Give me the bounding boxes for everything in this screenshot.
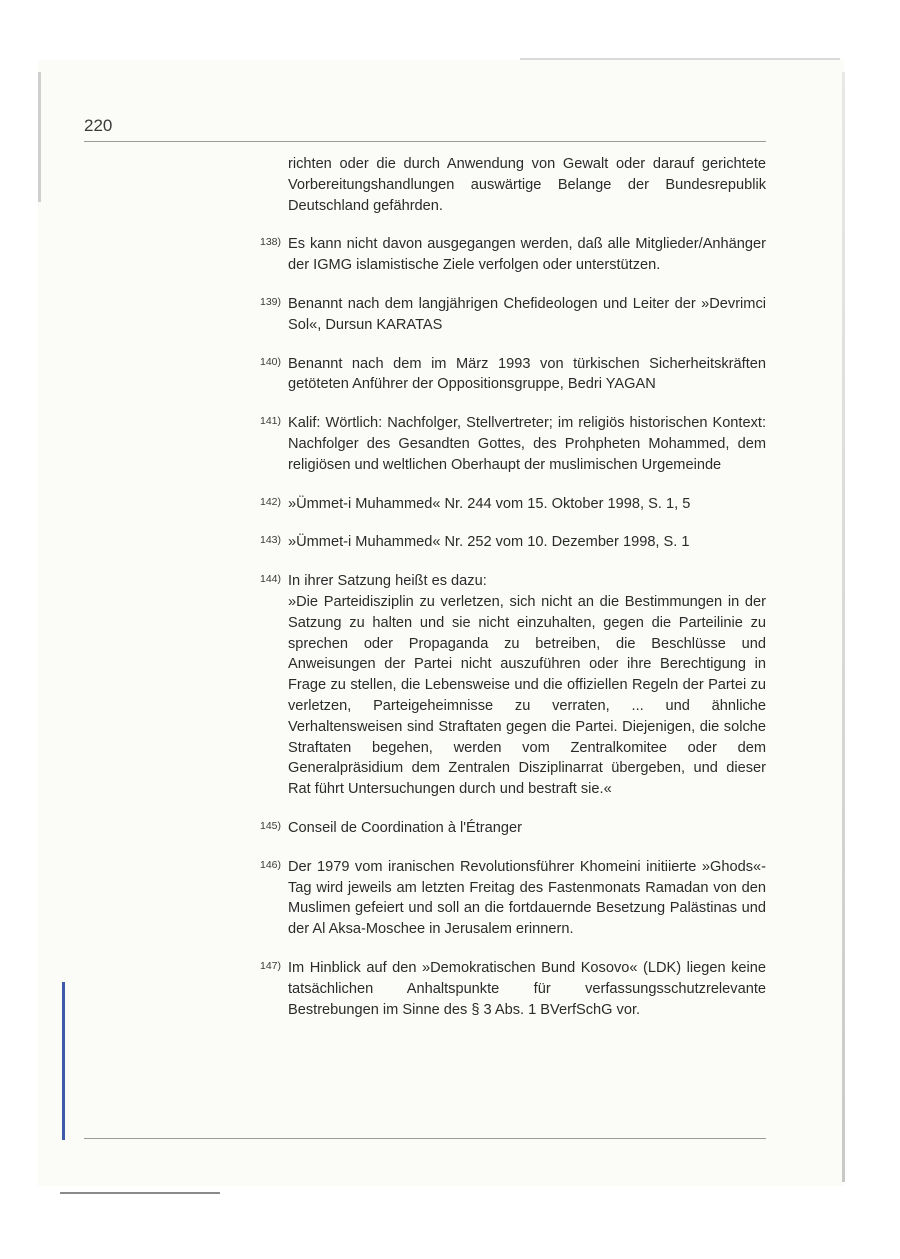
header-rule xyxy=(84,141,766,142)
footnote-143 xyxy=(260,532,766,553)
scan-edge-top xyxy=(520,58,840,60)
footnote-text: Benannt nach dem im März 1993 von türkischen Sicherheitskräften getöteten Anführer der Oppositionsgruppe, Bedri YAGAN xyxy=(288,355,766,393)
footnote-number: 142) xyxy=(260,495,282,508)
footnote-text: Conseil de Coordination à l'Étranger xyxy=(288,819,522,836)
footnote-text: Der 1979 vom iranischen Revolutionsführer Khomeini initiierte »Ghods«-Tag wird jeweils am letzten Freitag des Fastenmonats Ramadan von den Muslimen gefeiert und soll an die fortdauernde Besetzung Palästinas und der Al Aksa-Moschee in Jerusalem erinnern. xyxy=(288,858,766,938)
margin-marker xyxy=(62,982,65,1140)
footnote-139 xyxy=(260,294,766,336)
footnote-number: 144) xyxy=(260,573,282,586)
scan-edge-right xyxy=(842,72,845,1182)
footnote-number: 145) xyxy=(260,819,282,832)
footnote-text: »Ümmet-i Muhammed« Nr. 244 vom 15. Oktober 1998, S. 1, 5 xyxy=(288,495,691,512)
footnote-140 xyxy=(260,354,766,396)
footnote-141 xyxy=(260,413,766,475)
footnote-continuation xyxy=(260,154,766,216)
footnote-number: 147) xyxy=(260,959,282,972)
footnote-number: 143) xyxy=(260,534,282,547)
footnote-138 xyxy=(260,234,766,276)
footnote-number: 140) xyxy=(260,355,282,368)
scan-edge-left xyxy=(38,72,41,202)
footnote-146 xyxy=(260,857,766,940)
footnote-145 xyxy=(260,818,766,839)
footnote-number: 146) xyxy=(260,858,282,871)
footnote-text: Kalif: Wörtlich: Nachfolger, Stellvertreter; im religiös historischen Kontext: Nachfolger des Gesandten Gottes, des Prohpheten Mohammed, dem religiösen und weltlichen Oberhaupt der muslimischen Urgemeinde xyxy=(288,415,766,473)
footnotes-column xyxy=(260,154,766,1038)
footnote-text: Benannt nach dem langjährigen Chefideologen und Leiter der »Devrimci Sol«, Dursun KARATAS xyxy=(288,295,766,333)
footnote-142 xyxy=(260,494,766,515)
footnote-number: 141) xyxy=(260,415,282,428)
footer-rule xyxy=(84,1138,766,1139)
footnote-quote: »Die Parteidisziplin zu verletzen, sich nicht an die Bestimmungen in der Satzung zu halten und sie nicht einzuhalten, gegen die Parteilinie zu sprechen oder Propaganda zu betreiben, die Beschlüsse und Anweisungen der Partei nicht auszuführen oder ihre Berechtigung in Frage zu stellen, die Lebensweise und die offiziellen Regeln der Partei zu verletzen, Parteigeheimnisse zu verraten, ... und ähnliche Verhaltensweisen sind Straftaten gegen die Partei. Diejenigen, die solche Straftaten begehen, werden vom Zentralkomitee oder dem Generalpräsidium dem Zentralen Disziplinarrat übergeben, und dieser Rat führt Untersuchungen durch und bestraft sie.« xyxy=(288,593,766,798)
footnote-text: »Ümmet-i Muhammed« Nr. 252 vom 10. Dezember 1998, S. 1 xyxy=(288,534,690,551)
footnote-144 xyxy=(260,571,766,800)
footnote-text: Im Hinblick auf den »Demokratischen Bund Kosovo« (LDK) liegen keine tatsächlichen Anhaltspunkte für verfassungsschutzrelevante Bestrebungen im Sinne des § 3 Abs. 1 BVerfSchG vor. xyxy=(288,959,766,1018)
footnote-number: 138) xyxy=(260,236,282,249)
footnote-number: 139) xyxy=(260,295,282,308)
footnote-text: In ihrer Satzung heißt es dazu: xyxy=(288,573,487,590)
footnote-147 xyxy=(260,958,766,1020)
footnote-text: richten oder die durch Anwendung von Gewalt oder darauf gerichtete Vorbereitungshandlungen auswärtige Belange der Bundesrepublik Deutschland gefährden. xyxy=(288,156,766,214)
scan-stroke-bottom xyxy=(60,1192,220,1194)
page-number: 220 xyxy=(84,116,113,135)
footnote-text: Es kann nicht davon ausgegangen werden, daß alle Mitglieder/Anhänger der IGMG islamistische Ziele verfolgen oder unterstützen. xyxy=(288,236,766,274)
